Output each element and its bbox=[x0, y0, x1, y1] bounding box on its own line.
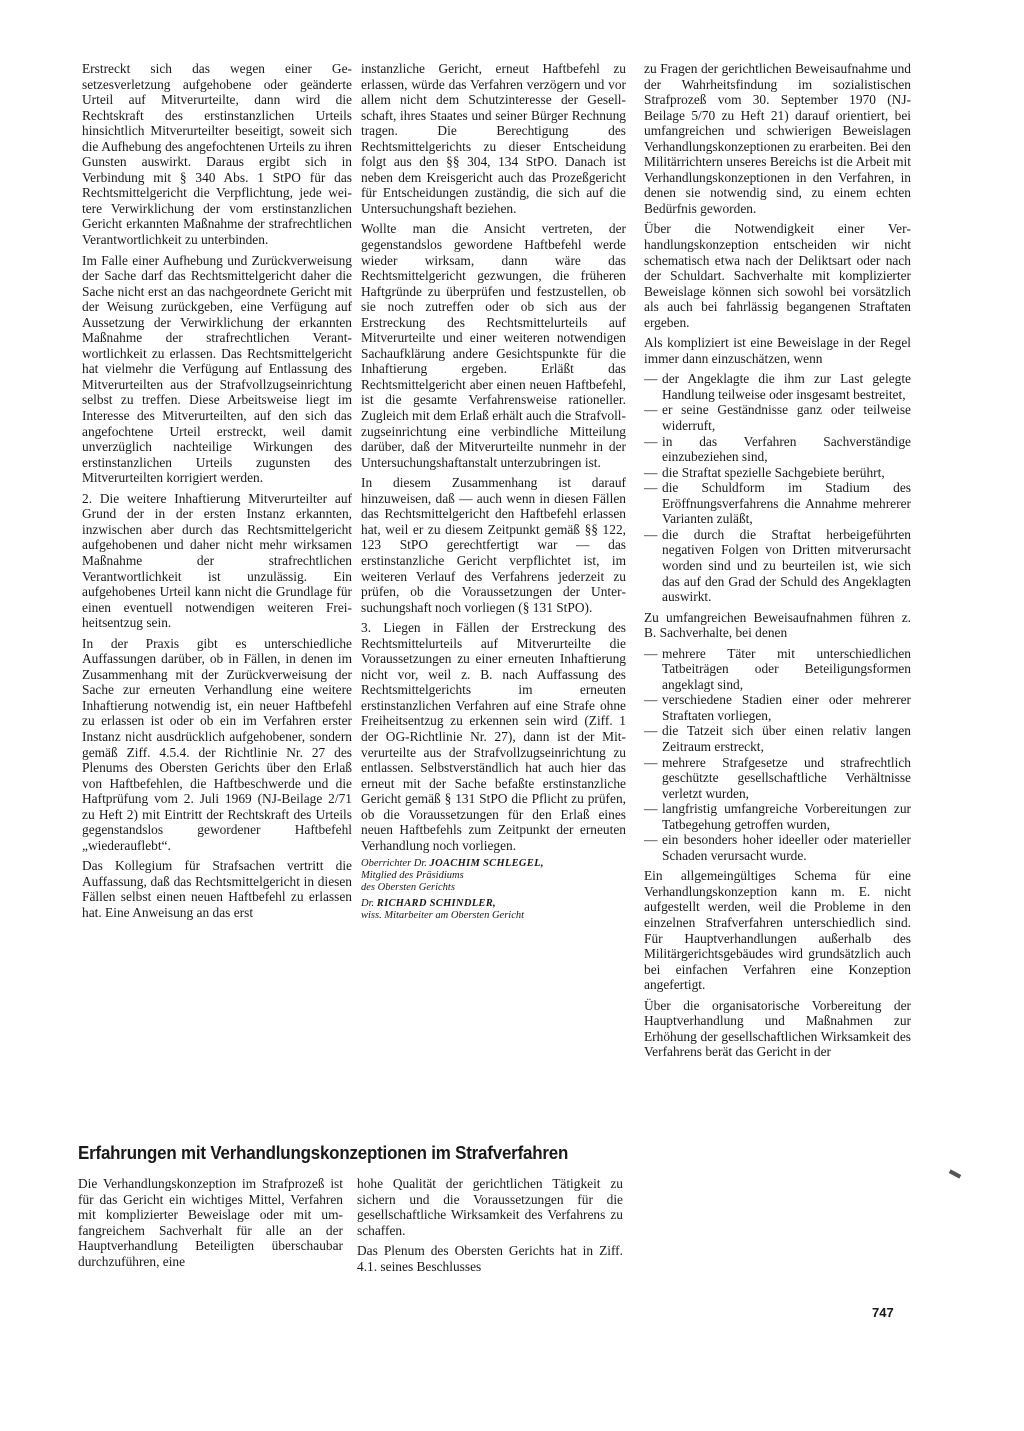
list-item: — der Angeklagte die ihm zur Last gelegte Handlung teilweise oder insgesamt bestreitet, bbox=[644, 371, 911, 402]
signature-title: Dr. bbox=[361, 898, 375, 910]
column-3 bbox=[644, 61, 911, 1065]
list-item: — er seine Geständnisse ganz oder teilweise widerruft, bbox=[644, 402, 911, 433]
article-heading: Erfahrungen mit Verhandlungskonzeptionen im Strafverfahren bbox=[78, 1143, 569, 1163]
list-item: — die durch die Straftat herbeigeführten negativen Folgen von Dritten mitverursacht worden sind und zu beurteilen ist, wie sich das auf den Grad der Schuld des Angeklagten auswirkt. bbox=[644, 527, 911, 605]
signature-1 bbox=[361, 858, 626, 894]
paragraph: Ein allgemeingültiges Schema für eine Verhandlungskonzeption kann m. E. nicht aufgestellt werden, weil die Probleme in den einzelnen Strafverfahren unterschiedlich sind. Für Hauptverhandlungen außerhalb des Militärgerichtsgebäudes wird grundsätzlich auch bei einfachen Verfahren eine Konzeption angefertigt. bbox=[644, 868, 911, 993]
list-item: — verschiedene Stadien einer oder mehrerer Straftaten vorliegen, bbox=[644, 692, 911, 723]
paragraph: Die Verhandlungskonzeption im Strafprozeß ist für das Gericht ein wichtiges Mittel, Verfahren mit komplizierter Beweislage oder mit umfangreichem Sachverhalt für alle an der Hauptverhandlung Beteiligten überschaubar durchzuführen, eine bbox=[78, 1176, 343, 1269]
list-item: — die Schuldform im Stadium des Eröffnungsverfahrens die Annahme mehrerer Varianten zuläßt, bbox=[644, 480, 911, 527]
paragraph: Im Falle einer Aufhebung und Zurückverweisung der Sache darf das Rechtsmittelgericht daher die Sache nicht erst an das nachgeordnete Gericht mit der Weisung zurückgeben, eine Verfügung auf Aussetzung der Verwirklichung der erkannten Maßnahme der strafrechtlichen Verantwortlichkeit zu erlassen. Das Rechtsmittelgericht hat vielmehr die Verfügung auf Entlassung des Mitverurteilten aus der Strafvollzugseinrichtung selbst zu treffen. Diese Arbeitsweise liegt im Interesse des Mitverurteilten, auf den sich das angefochtene Urteil erstreckt, weil damit unverzüglich nachteilige Wirkungen des erstinstanzlichen Urteils zugunsten des Mitverurteilten korrigiert werden. bbox=[82, 252, 352, 486]
list-item: — mehrere Täter mit unterschiedlichen Tatbeiträgen oder Beteiligungsformen angeklagt sind, bbox=[644, 646, 911, 693]
paragraph: hohe Qualität der gerichtlichen Tätigkeit zu sichern und die Voraussetzungen für die gesellschaftliche Wirksamkeit des Verfahrens zu schaffen. bbox=[357, 1176, 623, 1238]
article-column-2 bbox=[357, 1176, 623, 1279]
paragraph: Das Plenum des Obersten Gerichts hat in Ziff. 4.1. seines Beschlusses bbox=[357, 1243, 623, 1274]
list-item: — ein besonders hoher ideeller oder materieller Schaden verursacht wurde. bbox=[644, 832, 911, 863]
list-item: — mehrere Strafgesetze und strafrechtlich geschützte gesellschaftliche Verhältnisse verletzt wurden, bbox=[644, 755, 911, 802]
paragraph: 3. Liegen in Fällen der Erstreckung des Rechtsmittelurteils auf Mitverurteilte die Voraussetzungen zu einer erneuten Inhaftierung nicht vor, weil z. B. nach Auffassung des Rechtsmittelgerichts im erneuten erstinstanzlichen Verfahren auf eine Strafe ohne Freiheitsentzug zu erkennen sein wird (Ziff. 1 der OG-Richtlinie Nr. 27), dann ist der Mitverurteilte aus der Strafvollzugseinrichtung zu entlassen. Selbstverständlich hat auch hier das erneut mit der Sache befaßte erstinstanzliche Gericht gemäß § 131 StPO die Pflicht zu prüfen, ob die Voraussetzungen für den Erlaß eines neuen Haftbefehls zum Zeitpunkt der erneuten Verhandlung noch vorliegen. bbox=[361, 620, 626, 853]
list-item: — in das Verfahren Sachverständige einzubeziehen sind, bbox=[644, 434, 911, 465]
paragraph: instanzliche Gericht, erneut Haftbefehl zu erlassen, würde das Verfahren verzögern und vor allem nicht dem Schutzinteresse der Gesellschaft, ihres Staates und seiner Bürger Rechnung tragen. Die Berechtigung des Rechtsmittelgerichts zu dieser Entscheidung folgt aus den §§ 304, 134 StPO. Danach ist neben dem Kreisgericht auch das Prozeßgericht für Entscheidungen zuständig, die sich auf die Untersuchungshaft beziehen. bbox=[361, 61, 626, 216]
criteria-list-1 bbox=[644, 371, 911, 604]
paragraph: Über die organisatorische Vorbereitung der Hauptverhandlung und Maßnahmen zur Erhöhung der gesellschaftlichen Wirksamkeit des Verfahrens berät das Gericht in der bbox=[644, 997, 911, 1060]
paragraph: Als kompliziert ist eine Beweislage in der Regel immer dann einzuschätzen, wenn bbox=[644, 335, 911, 366]
paragraph: In der Praxis gibt es unterschiedliche Auffassungen darüber, ob in Fällen, in denen im Zusammenhang mit der Zurückverweisung der Sache zur erneuten Verhandlung eine weitere Inhaftierung notwendig ist, ein neuer Haftbefehl zu erlassen ist oder ob ein im Verfahren erster Instanz nicht ausdrücklich aufgehobener, sondern gemäß Ziff. 4.5.4. der Richtlinie Nr. 27 des Plenums des Obersten Gerichts über den Erlaß von Haftbefehlen, die Haftbeschwerde und die Haftprüfung vom 2. Juli 1969 (NJ-Beilage 2/71 zu Heft 2) mit Eintritt der Rechtskraft des Urteils gegenstandslos gewordener Haftbefehl „wiederauflebt“. bbox=[82, 635, 352, 853]
list-item: — die Straftat spezielle Sachgebiete berührt, bbox=[644, 465, 911, 481]
scan-mark bbox=[949, 1169, 961, 1178]
paragraph: Das Kollegium für Strafsachen vertritt die Auffassung, daß das Rechtsmittelgericht in diesen Fällen selbst einen neuen Haftbefehl zu erlassen hat. Eine Anweisung an das erst bbox=[82, 858, 352, 920]
signature-role: wiss. Mitarbeiter am Obersten Gericht bbox=[361, 910, 525, 922]
signature-role: des Obersten Gerichts bbox=[361, 882, 455, 894]
paragraph: Über die Notwendigkeit einer Verhandlungskonzeption entscheiden wir nicht schematisch etwa nach der Deliktsart oder nach der Schuldart. Sachverhalte mit komplizierter Beweislage können sich sowohl bei vorsätzlich als auch bei fahrlässig begangenen Straftaten ergeben. bbox=[644, 221, 911, 330]
paragraph: zu Fragen der gerichtlichen Beweisaufnahme und der Wahrheitsfindung im sozialistischen Strafprozeß vom 30. September 1970 (NJ-Beilage 5/70 zu Heft 21) darauf orientiert, bei umfangreichen und schwierigen Beweislagen Verhandlungskonzeptionen zu erarbeiten. Bei den Militärrichtern unseres Bereichs ist die Arbeit mit Verhandlungskonzeptionen in den Verfahren, in denen sie notwendig sind, zu einem echten Bedürfnis geworden. bbox=[644, 61, 911, 216]
list-item: — die Tatzeit sich über einen relativ langen Zeitraum erstreckt, bbox=[644, 723, 911, 754]
signature-role: Mitglied des Präsidiums bbox=[361, 870, 464, 882]
page-number: 747 bbox=[872, 1305, 894, 1320]
list-item: — langfristig umfangreiche Vorbereitungen zur Tatbegehung getroffen wurden, bbox=[644, 801, 911, 832]
column-2 bbox=[361, 61, 626, 922]
paragraph: Zu umfangreichen Beweisaufnahmen führen z. B. Sachverhalte, bei denen bbox=[644, 609, 911, 641]
signature-name: JOACHIM SCHLEGEL, bbox=[429, 858, 544, 870]
criteria-list-2 bbox=[644, 646, 911, 864]
signature-name: RICHARD SCHINDLER, bbox=[376, 898, 496, 910]
paragraph: Erstreckt sich das wegen einer Gesetzesverletzung aufgehobene oder geänderte Urteil auf Mitverurteilte, dann wird die Rechtskraft des erstinstanzlichen Urteils hinsichtlich Mitverurteilter beseitigt, soweit sich die Aufhebung des angefochtenen Urteils zu ihren Gunsten auswirkt. Daraus ergibt sich in Verbindung mit § 340 Abs. 1 StPO für das Rechtsmittelgericht die Verpflichtung, jede weitere Verwirklichung der vom erstinstanzlichen Gericht erkannten Maßnahme der strafrechtlichen Verantwortlichkeit zu unterbinden. bbox=[82, 61, 352, 248]
signature-title: Oberrichter Dr. bbox=[361, 858, 427, 870]
paragraph: In diesem Zusammenhang ist darauf hinzuweisen, daß — auch wenn in diesen Fällen das Rechtsmittelgericht den Haftbefehl erlassen hat, weil er zu diesem Zeitpunkt gemäß §§ 122, 123 StPO gerechtfertigt war — das erstinstanzliche Gericht verpflichtet ist, im weiteren Verlauf des Verfahrens jederzeit zu prüfen, ob die Voraussetzungen der Untersuchungshaft noch vorliegen (§ 131 StPO). bbox=[361, 475, 626, 615]
paragraph: 2. Die weitere Inhaftierung Mitverurteilter auf Grund der in der ersten Instanz erkannten, inzwischen aber durch das Rechtsmittelgericht aufgehobenen und daher nicht mehr wirksamen Maßnahme der strafrechtlichen Verantwortlichkeit ist unzulässig. Ein aufgehobenes Urteil kann nicht die Grundlage für einen eventuell notwendigen weiteren Freiheitsentzug sein. bbox=[82, 490, 352, 631]
article-column-1 bbox=[78, 1176, 343, 1274]
signature-2 bbox=[361, 898, 626, 922]
column-1 bbox=[82, 61, 352, 926]
paragraph: Wollte man die Ansicht vertreten, der gegenstandslos gewordene Haftbefehl werde wieder wirksam, dann wäre das Rechtsmittelgericht gezwungen, die früheren Haftgründe zu überprüfen und festzustellen, ob sie noch zutreffen oder ob sich aus der Erstreckung des Rechtsmittelurteils auf Mitverurteilte und einer weiteren notwendigen Sachaufklärung andere Gesichtspunkte für die Inhaftierung ergeben. Erläßt das Rechtsmittelgericht aber einen neuen Haftbefehl, ist die gesamte Verfahrensweise rationeller. Zugleich mit dem Erlaß erhält auch die Strafvollzugseinrichtung eine verbindliche Mitteilung darüber, daß der Mitverurteilte nunmehr in der Untersuchungshaftanstalt unterzubringen ist. bbox=[361, 221, 626, 470]
